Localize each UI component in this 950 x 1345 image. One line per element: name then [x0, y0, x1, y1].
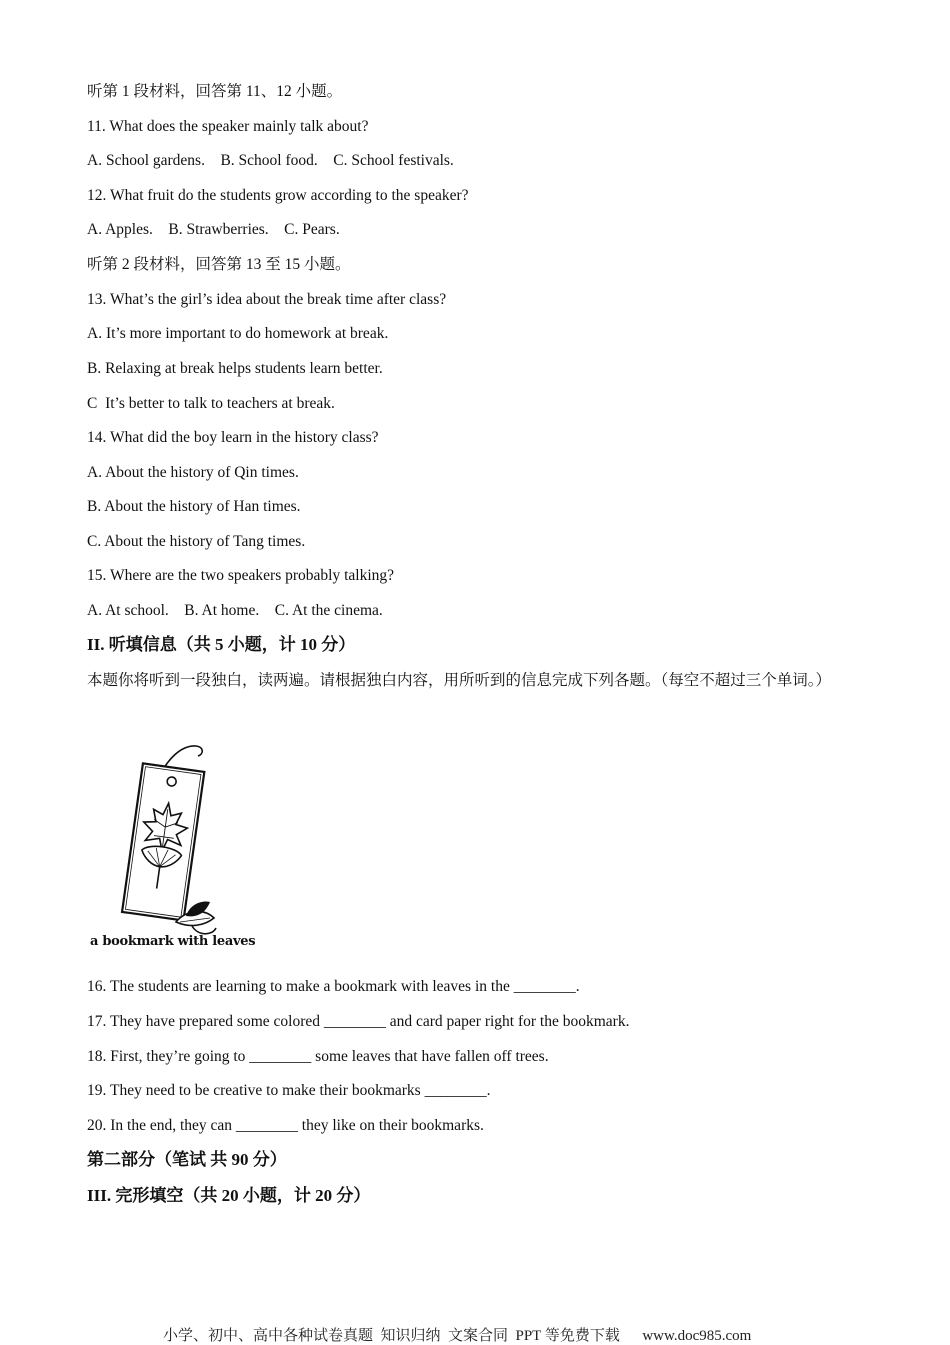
question-18: 18. First, they’re going to ________ some leaves that have fallen off trees. [87, 1048, 549, 1065]
question-11-options: A. School gardens. B. School food. C. School festivals. [87, 152, 454, 169]
question-11: 11. What does the speaker mainly talk about? [87, 118, 369, 135]
question-13-option-b: B. Relaxing at break helps students learn better. [87, 360, 383, 377]
question-17: 17. They have prepared some colored ________ and card paper right for the bookmark. [87, 1013, 630, 1030]
part-2-heading: 第二部分（笔试 共 90 分） [87, 1150, 287, 1169]
question-14: 14. What did the boy learn in the history class? [87, 429, 379, 446]
question-19: 19. They need to be creative to make their bookmarks ________. [87, 1082, 491, 1099]
section-2-instructions: 本题你将听到一段独白，读两遍。请根据独白内容，用所听到的信息完成下列各题。（每空不超过三个单词。） [87, 672, 832, 689]
page-footer: 小学、初中、高中各种试卷真题 知识归纳 文案合同 PPT 等免费下载 www.doc985.com [163, 1328, 752, 1344]
question-15: 15. Where are the two speakers probably talking? [87, 567, 395, 584]
question-14-option-a: A. About the history of Qin times. [87, 464, 299, 481]
section-2-heading: II. 听填信息（共 5 小题，计 10 分） [87, 635, 356, 654]
question-13-option-a: A. It’s more important to do homework at break. [87, 325, 389, 342]
question-12-options: A. Apples. B. Strawberries. C. Pears. [87, 221, 340, 238]
bookmark-with-leaves-illustration [86, 740, 236, 955]
question-13-option-c: C It’s better to talk to teachers at break. [87, 395, 335, 412]
listening-intro-1: 听第 1 段材料，回答第 11、12 小题。 [87, 83, 343, 100]
section-3-heading: III. 完形填空（共 20 小题，计 20 分） [87, 1186, 371, 1205]
question-14-option-b: B. About the history of Han times. [87, 498, 301, 515]
question-15-options: A. At school. B. At home. C. At the cinema. [87, 602, 383, 619]
question-16: 16. The students are learning to make a bookmark with leaves in the ________. [87, 978, 580, 995]
listening-intro-2: 听第 2 段材料，回答第 13 至 15 小题。 [87, 256, 351, 273]
question-14-option-c: C. About the history of Tang times. [87, 533, 306, 550]
question-13: 13. What’s the girl’s idea about the break time after class? [87, 291, 447, 308]
question-20: 20. In the end, they can ________ they like on their bookmarks. [87, 1117, 484, 1134]
illustration-caption: a bookmark with leaves [90, 934, 256, 949]
question-12: 12. What fruit do the students grow according to the speaker? [87, 187, 469, 204]
